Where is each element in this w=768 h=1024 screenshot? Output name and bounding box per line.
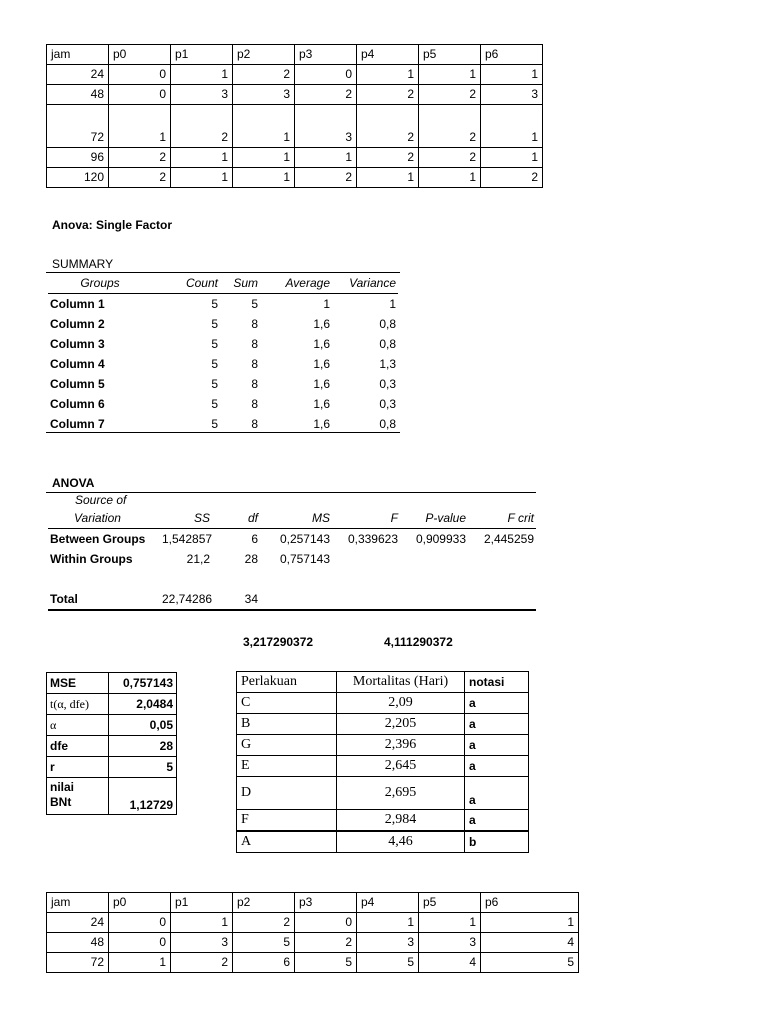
table-row bbox=[47, 736, 177, 757]
table-cell: 2 bbox=[109, 168, 171, 188]
anova-label: ANOVA bbox=[52, 476, 95, 490]
table-cell: 6 bbox=[233, 953, 295, 973]
table-cell: 1,6 bbox=[313, 317, 330, 331]
table-row bbox=[48, 334, 398, 354]
table-header-row bbox=[47, 45, 543, 65]
table-row bbox=[47, 778, 177, 815]
table-cell: 5 bbox=[211, 317, 218, 331]
table-cell: 8 bbox=[251, 337, 258, 351]
table-cell: 1 bbox=[109, 953, 171, 973]
table-cell: 2 bbox=[357, 85, 419, 105]
table-cell: a bbox=[465, 777, 529, 810]
table-cell: 0 bbox=[295, 913, 357, 933]
table-cell: 2 bbox=[357, 105, 419, 148]
table-cell: 34 bbox=[244, 592, 258, 606]
table-cell: 0,757143 bbox=[279, 552, 330, 566]
table-cell: r bbox=[47, 757, 109, 778]
table-cell: Total bbox=[50, 592, 78, 606]
table-cell: 120 bbox=[47, 168, 109, 188]
table-row bbox=[48, 314, 398, 334]
table-cell: 0 bbox=[109, 65, 171, 85]
loose-value: 4,111290372 bbox=[384, 635, 453, 649]
table-cell: 0,8 bbox=[379, 337, 396, 351]
table-cell: 3 bbox=[171, 85, 233, 105]
table-cell: 1 bbox=[357, 65, 419, 85]
header-cell: MS bbox=[312, 511, 330, 525]
header-cell: Count bbox=[185, 276, 218, 290]
anova-title: Anova: Single Factor bbox=[52, 218, 173, 232]
table-row bbox=[48, 374, 398, 394]
bnt-label-line-1: nilai bbox=[50, 780, 75, 794]
table-cell: 1 bbox=[419, 65, 481, 85]
table-cell: b bbox=[465, 831, 529, 853]
table-cell: a bbox=[465, 756, 529, 777]
table-cell: 1 bbox=[233, 105, 295, 148]
table-cell: 5 bbox=[481, 953, 579, 973]
table-header-row bbox=[237, 672, 529, 693]
table-cell: 1 bbox=[481, 148, 543, 168]
header-cell: p4 bbox=[357, 893, 419, 913]
table-cell: 2 bbox=[233, 65, 295, 85]
table-cell: 8 bbox=[251, 417, 258, 431]
table-cell: 24 bbox=[47, 913, 109, 933]
table-cell: 1 bbox=[481, 105, 543, 148]
table-row bbox=[48, 414, 398, 434]
table-cell: 2 bbox=[295, 168, 357, 188]
table-cell: 0 bbox=[295, 65, 357, 85]
table-cell: 3 bbox=[171, 933, 233, 953]
table-cell: 5 bbox=[211, 417, 218, 431]
table-cell: Column 7 bbox=[50, 417, 105, 431]
table-cell: 21,2 bbox=[186, 552, 210, 566]
table-cell: 2 bbox=[357, 148, 419, 168]
table-cell: α bbox=[47, 715, 109, 736]
table-cell: 4 bbox=[419, 953, 481, 973]
table-cell: 8 bbox=[251, 317, 258, 331]
table-cell: 2 bbox=[419, 148, 481, 168]
table-cell: 4 bbox=[481, 933, 579, 953]
header-cell: Groups bbox=[80, 276, 120, 290]
table-cell: 3 bbox=[233, 85, 295, 105]
header-cell: Average bbox=[285, 276, 330, 290]
table-row bbox=[47, 148, 543, 168]
table-cell: 1 bbox=[357, 913, 419, 933]
table-cell: 3 bbox=[419, 933, 481, 953]
table-cell: 1 bbox=[171, 65, 233, 85]
header-cell: F bbox=[390, 511, 398, 525]
table-cell: 0,8 bbox=[379, 417, 396, 431]
header-cell: P-value bbox=[425, 511, 466, 525]
source-of-label: Source of bbox=[75, 493, 127, 507]
summary-bottom-rule bbox=[46, 432, 400, 433]
table-cell: 1 bbox=[233, 148, 295, 168]
table-cell: 6 bbox=[251, 532, 258, 546]
perlakuan-table bbox=[236, 671, 529, 853]
table-cell: 1 bbox=[171, 148, 233, 168]
table-cell: 5 bbox=[251, 297, 258, 311]
table-cell: B bbox=[237, 714, 337, 735]
table-cell: 0 bbox=[109, 85, 171, 105]
table-cell: 5 bbox=[211, 297, 218, 311]
table-cell: D bbox=[237, 777, 337, 810]
table-cell: 2 bbox=[419, 105, 481, 148]
header-cell: notasi bbox=[465, 672, 529, 693]
header-cell: Variation bbox=[74, 511, 121, 525]
header-cell: p2 bbox=[233, 45, 295, 65]
table-cell: 1,6 bbox=[313, 377, 330, 391]
table-row bbox=[48, 394, 398, 414]
table-cell: 2,09 bbox=[337, 693, 465, 714]
table-cell: Column 1 bbox=[50, 297, 105, 311]
data-table-1 bbox=[46, 44, 543, 188]
table-cell: 2,445259 bbox=[483, 532, 534, 546]
table-cell: 1 bbox=[389, 297, 396, 311]
table-row bbox=[47, 673, 177, 694]
table-cell: G bbox=[237, 735, 337, 756]
table-cell: 1,6 bbox=[313, 357, 330, 371]
table-cell: 1 bbox=[419, 913, 481, 933]
table-row bbox=[237, 735, 529, 756]
table-cell: 1,12729 bbox=[109, 778, 177, 815]
table-cell: a bbox=[465, 693, 529, 714]
table-row bbox=[48, 529, 536, 550]
table-cell: 72 bbox=[47, 953, 109, 973]
table-cell: 5 bbox=[357, 953, 419, 973]
table-cell: 1,6 bbox=[313, 417, 330, 431]
header-cell: p3 bbox=[295, 45, 357, 65]
table-cell: Within Groups bbox=[50, 552, 133, 566]
header-cell: jam bbox=[47, 893, 109, 913]
table-cell: 5 bbox=[211, 337, 218, 351]
anova-table bbox=[48, 508, 536, 611]
table-cell: 0,05 bbox=[109, 715, 177, 736]
table-cell: E bbox=[237, 756, 337, 777]
table-cell: 5 bbox=[109, 757, 177, 778]
table-cell: C bbox=[237, 693, 337, 714]
header-cell: Perlakuan bbox=[237, 672, 337, 693]
summary-header-row bbox=[48, 273, 398, 294]
table-cell: 0 bbox=[109, 933, 171, 953]
table-row bbox=[48, 294, 398, 315]
table-cell: 2 bbox=[295, 933, 357, 953]
table-cell: 2 bbox=[295, 85, 357, 105]
table-row bbox=[237, 777, 529, 810]
table-cell: 22,74286 bbox=[162, 592, 213, 606]
table-row bbox=[47, 105, 543, 148]
table-row bbox=[48, 549, 536, 569]
bnt-label-line-2: BNt bbox=[50, 795, 72, 809]
table-cell: 0,257143 bbox=[279, 532, 330, 546]
table-cell: 2 bbox=[419, 85, 481, 105]
header-cell: p4 bbox=[357, 45, 419, 65]
table-row bbox=[47, 757, 177, 778]
table-cell: 0,909933 bbox=[415, 532, 466, 546]
bnt-table bbox=[46, 672, 177, 815]
table-cell: 5 bbox=[211, 377, 218, 391]
table-cell: 1 bbox=[481, 913, 579, 933]
table-cell: 2 bbox=[481, 168, 543, 188]
table-cell: MSE bbox=[47, 673, 109, 694]
table-cell: 5 bbox=[211, 357, 218, 371]
header-cell: Mortalitas (Hari) bbox=[337, 672, 465, 693]
table-cell: Column 4 bbox=[50, 357, 105, 371]
table-cell: A bbox=[237, 831, 337, 853]
table-row bbox=[237, 831, 529, 853]
header-cell: p1 bbox=[171, 893, 233, 913]
table-cell: 1 bbox=[171, 168, 233, 188]
header-cell: p3 bbox=[295, 893, 357, 913]
table-cell: 0,8 bbox=[379, 317, 396, 331]
table-cell: 4,46 bbox=[337, 831, 465, 853]
table-row bbox=[47, 694, 177, 715]
header-cell: p2 bbox=[233, 893, 295, 913]
table-cell: 5 bbox=[233, 933, 295, 953]
table-cell: 96 bbox=[47, 148, 109, 168]
table-cell: 5 bbox=[211, 397, 218, 411]
table-cell: 28 bbox=[109, 736, 177, 757]
table-header-row bbox=[47, 893, 579, 913]
table-cell: 3 bbox=[357, 933, 419, 953]
table-row bbox=[48, 589, 536, 610]
table-cell: Column 2 bbox=[50, 317, 105, 331]
table-cell: 2 bbox=[109, 148, 171, 168]
table-cell: 2,396 bbox=[337, 735, 465, 756]
header-cell: df bbox=[247, 511, 258, 525]
table-cell: 1,3 bbox=[379, 357, 396, 371]
summary-label: SUMMARY bbox=[52, 257, 114, 271]
table-cell: 2,695 bbox=[337, 777, 465, 810]
table-cell: 1,6 bbox=[313, 337, 330, 351]
table-cell: a bbox=[465, 810, 529, 832]
loose-value: 3,217290372 bbox=[243, 635, 314, 649]
table-cell: 24 bbox=[47, 65, 109, 85]
table-row bbox=[237, 756, 529, 777]
table-row bbox=[237, 810, 529, 832]
table-cell: 8 bbox=[251, 397, 258, 411]
table-cell: 2,0484 bbox=[109, 694, 177, 715]
table-cell: 1 bbox=[171, 913, 233, 933]
table-cell: 2,205 bbox=[337, 714, 465, 735]
table-cell: 0,757143 bbox=[109, 673, 177, 694]
table-cell: dfe bbox=[47, 736, 109, 757]
header-cell: p1 bbox=[171, 45, 233, 65]
table-row bbox=[47, 715, 177, 736]
table-cell: 1 bbox=[481, 65, 543, 85]
table-cell: 8 bbox=[251, 357, 258, 371]
table-cell: 0,3 bbox=[379, 377, 396, 391]
table-cell: 1,542857 bbox=[162, 532, 213, 546]
table-cell: 48 bbox=[47, 85, 109, 105]
table-row bbox=[47, 913, 579, 933]
table-cell: 2,645 bbox=[337, 756, 465, 777]
table-cell: 1 bbox=[419, 168, 481, 188]
header-cell: p0 bbox=[109, 45, 171, 65]
table-cell: 1 bbox=[233, 168, 295, 188]
table-row bbox=[47, 933, 579, 953]
table-cell: 2 bbox=[171, 953, 233, 973]
header-cell: p5 bbox=[419, 45, 481, 65]
table-cell: 2 bbox=[233, 913, 295, 933]
header-cell: SS bbox=[193, 511, 210, 525]
table-row bbox=[47, 85, 543, 105]
table-row bbox=[47, 168, 543, 188]
table-row bbox=[48, 354, 398, 374]
table-cell: 8 bbox=[251, 377, 258, 391]
summary-table bbox=[48, 273, 398, 434]
table-cell: 5 bbox=[295, 953, 357, 973]
table-cell: 2,984 bbox=[337, 810, 465, 832]
table-cell: 1 bbox=[323, 297, 330, 311]
table-cell: 0 bbox=[109, 913, 171, 933]
data-table-2 bbox=[46, 892, 579, 973]
header-cell: Variance bbox=[349, 276, 396, 290]
table-row bbox=[47, 953, 579, 973]
table-cell: a bbox=[465, 714, 529, 735]
table-cell: 1,6 bbox=[313, 397, 330, 411]
table-row bbox=[237, 714, 529, 735]
header-cell: p6 bbox=[481, 45, 543, 65]
table-cell: 3 bbox=[295, 105, 357, 148]
table-cell: Column 5 bbox=[50, 377, 105, 391]
table-cell: Column 6 bbox=[50, 397, 105, 411]
table-cell: 1 bbox=[295, 148, 357, 168]
header-cell: p5 bbox=[419, 893, 481, 913]
table-cell: 3 bbox=[481, 85, 543, 105]
header-cell: Sum bbox=[233, 276, 258, 290]
table-cell: 28 bbox=[244, 552, 258, 566]
table-cell: 48 bbox=[47, 933, 109, 953]
anova-header-row bbox=[48, 508, 536, 529]
header-cell: p0 bbox=[109, 893, 171, 913]
table-cell: Between Groups bbox=[50, 532, 146, 546]
table-cell: 2 bbox=[171, 105, 233, 148]
table-cell: 72 bbox=[47, 105, 109, 148]
table-cell: 1 bbox=[109, 105, 171, 148]
table-cell: 0,339623 bbox=[347, 532, 398, 546]
table-row bbox=[237, 693, 529, 714]
table-cell: F bbox=[237, 810, 337, 832]
table-cell: Column 3 bbox=[50, 337, 105, 351]
header-cell: jam bbox=[47, 45, 109, 65]
table-cell: t(α, dfe) bbox=[47, 694, 109, 715]
table-row bbox=[47, 65, 543, 85]
header-cell: F crit bbox=[507, 511, 534, 525]
header-cell: p6 bbox=[481, 893, 579, 913]
table-cell: 1 bbox=[357, 168, 419, 188]
table-cell: 0,3 bbox=[379, 397, 396, 411]
table-cell: a bbox=[465, 735, 529, 756]
